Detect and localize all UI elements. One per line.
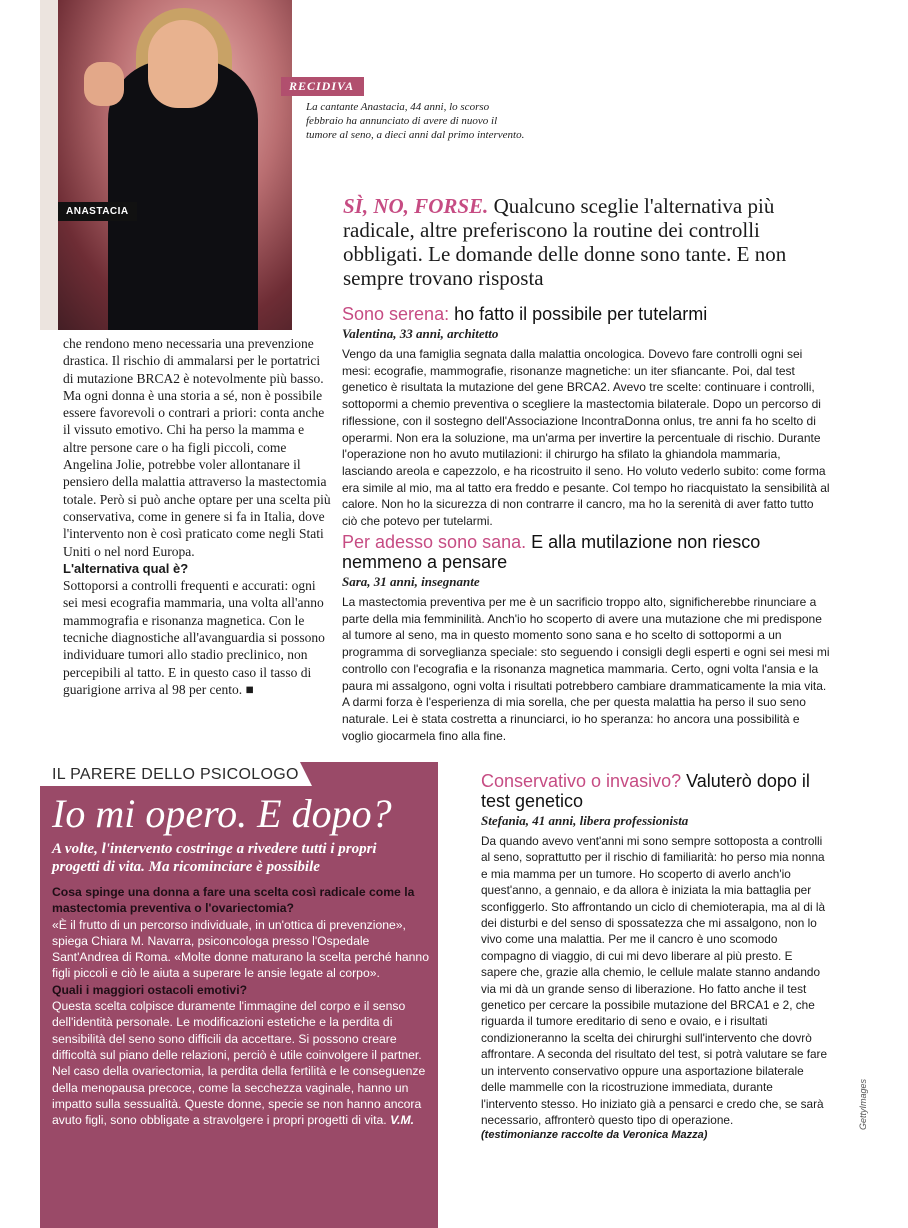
testimonial-title-highlight: Per adesso sono sana. — [342, 532, 527, 552]
recidiva-tag: RECIDIVA — [281, 77, 364, 96]
psychologist-label: IL PARERE DELLO PSICOLOGO — [52, 766, 299, 783]
testimonial-title — [342, 304, 830, 324]
testimonial-title-highlight: Sono serena: — [342, 304, 450, 324]
testimonial-title-rest: E alla mutilazione non riesco nemmeno a pensare — [342, 532, 761, 572]
psychologist-signature: V.M. — [390, 1113, 414, 1128]
psychologist-question-1: Cosa spinge una donna a fare una scelta così radicale come la mastectomia preventiva o l'ovariectomia? — [52, 885, 415, 916]
psychologist-title: Io mi opero. E dopo? — [52, 791, 392, 836]
intro-headline — [343, 194, 823, 290]
testimonial-byline: Valentina, 33 anni, architetto — [342, 326, 499, 341]
testimonial-sara — [342, 532, 830, 744]
testimonial-title — [342, 532, 830, 572]
testimonial-body: Da quando avevo vent'anni mi sono sempre sottoposta a controlli al seno, soprattutto per il rischio di familiarità: ho perso mia nonna e mia mamma per un tumore. Ho scoperto di averlo anch'io quest'anno, a gennaio, e da allora è iniziata la mia battaglia per sconfiggerlo. Sto affrontando un ciclo di chemioterapia, ma al di là dei disturbi e del senso di spossatezza che mi assalgono, non lo vivo come una malattia. Per me il cancro è uno scomodo compagno di viaggio, di cui mi devo liberare al più presto. E sapere che, grazie alla chemio, le cellule malate stanno andando via mi dà un grande senso di liberazione. Ho fatto anche il test genetico per cercare la possibile mutazione del BRCA1 e 2, che riguarda il tumore ereditario di seno e ovaio, e i risultati condizioneranno la scelta dei chirurghi sull'intervento che dovrò affrontare. A seconda del risultato del test, si potrà valutare se fare un intervento conservativo oppure una asportazione bilaterale delle mammelle con la ricostruzione immediata, durante l'intervento stesso. Ho iniziato già a pensarci e credo che, se sarà necessario, affronterò questo tipo di operazione. — [481, 834, 828, 1127]
anastacia-photo — [40, 0, 292, 330]
testimonial-byline: Sara, 31 anni, insegnante — [342, 574, 480, 589]
testimonial-byline: Stefania, 41 anni, libera professionista — [481, 813, 689, 828]
left-paragraph-2: Sottoporsi a controlli frequenti e accurati: ogni sei mesi ecografia mammaria, una volta all'anno mammografia e risonanza magnetica. Con le tecniche diagnostiche all'avanguardia si possono individuare tumori allo stadio preclinico, non percepibili al tatto. E in questo caso il tasso di guarigione arriva al 98 per cento. ■ — [63, 578, 325, 697]
psychologist-answer-2-text: Questa scelta colpisce duramente l'immagine del corpo e il senso dell'identità personale. Le modificazioni estetiche e la perdita di sensibilità del seno sono difficili da accettare. Si possono creare difficoltà sul piano delle relazioni, perciò è utile coinvolgere il partner. Nel caso della ovariectomia, la perdita della fertilità e le conseguenze della menopausa precoce, come la secchezza vaginale, hanno un impatto sulla sessualità. Queste donne, specie se non hanno ancora avuto figli, sono obbligate a stravolgere i propri progetti di vita. — [52, 999, 426, 1128]
psychologist-answer-1: «È il frutto di un percorso individuale, in un'ottica di prevenzione», spiega Chiara M. Navarra, psiconcologa presso l'Ospedale Sant'Andrea di Roma. «Molte donne maturano la scelta perché hanno figli piccoli e ciò le aiuta a superare le ansie legate al corpo». — [52, 917, 429, 981]
photo-credit: GettyImages — [858, 1078, 868, 1130]
psychologist-deck: A volte, l'intervento costringe a rivedere tutti i propri progetti di vita. Ma ricominciare è possibile — [52, 841, 377, 875]
psychologist-answer-2 — [52, 998, 430, 1128]
testimonial-body: Vengo da una famiglia segnata dalla malattia oncologica. Dovevo fare controlli ogni sei mesi: ecografie, mammografie, risonanze magnetiche: un iter sfiancante. Poi, dal test genetico è risultata la mutazione del gene BRCA2. Avevo tre scelte: continuare i controlli, sottopormi a chemio preventiva o scegliere la mastectomia bilaterale. Dopo un percorso di riflessione, con il sostegno dell'Associazione IncontraDonna onlus, tre anni fa ho scelto di operarmi. Non era la soluzione, ma un'arma per invertire la percentuale di rischio. Durante l'operazione non ho avuto mutilazioni: il chirurgo ha sfilato la ghiandola mammaria, lasciando areola e capezzolo, e ha ricostruito il seno. Ho voluto vederlo subito: come forma era simile al mio, ma al tatto era freddo e pesante. Col tempo ho riacquistato la sensibilità al calore. Non ho la sicurezza di non contrarre il cancro, ma ho la serenità di aver fatto tutto ciò che potevo per tutelarmi. — [342, 347, 830, 529]
left-subhead: L'alternativa qual è? — [63, 560, 189, 576]
testimonial-title-rest: Valuterò dopo il test genetico — [481, 771, 810, 811]
testimonial-valentina — [342, 304, 830, 530]
testimonial-title-highlight: Conservativo o invasivo? — [481, 771, 682, 791]
testimonial-credit: (testimonianze raccolte da Veronica Mazza) — [481, 1129, 708, 1142]
photo-name-tag: ANASTACIA — [58, 202, 137, 221]
intro-lead: SÌ, NO, FORSE. — [343, 194, 489, 218]
psychologist-body — [52, 884, 430, 1128]
left-column — [63, 335, 331, 698]
testimonial-title — [481, 771, 831, 811]
psychologist-box-notch — [300, 762, 438, 786]
testimonial-stefania — [481, 771, 831, 1143]
left-paragraph-1: che rendono meno necessaria una prevenzione drastica. Il rischio di ammalarsi per le portatrici di mutazione BRCA2 è notevolmente più basso. Ma ogni donna è una storia a sé, non è possibile essere favorevoli o contrari a priori: conta anche il vissuto emotivo. Chi ha perso la mamma e altre persone care o ha figli piccoli, come Angelina Jolie, potrebbe voler allontanare il pensiero della malattia attraverso la mastectomia totale. Però si può anche optare per una scelta più conservativa, come in genere si fa in Italia, dove l'intervento non è così praticato come negli Stati Uniti o nel nord Europa. — [63, 336, 331, 559]
testimonial-title-rest: ho fatto il possibile per tutelarmi — [449, 304, 708, 324]
intro-text: Qualcuno sceglie l'alternativa più radicale, altre preferiscono la routine dei controlli obbligati. Le domande delle donne sono tante. E non sempre trovano risposta — [343, 194, 787, 290]
recidiva-caption: La cantante Anastacia, 44 anni, lo scorso febbraio ha annunciato di avere di nuovo il tumore al seno, a dieci anni dal primo intervento. — [306, 101, 525, 141]
psychologist-question-2: Quali i maggiori ostacoli emotivi? — [52, 982, 248, 997]
testimonial-body: La mastectomia preventiva per me è un sacrificio troppo alto, significherebbe rinunciare a parte della mia femminilità. Anch'io ho scoperto di avere una mutazione che mi predispone al tumore al seno, ma in questo momento sono sana e ho scelto di sottopormi a un programma di sorveglianza speciale: sto seguendo i consigli degli esperti e ogni sei mesi mi controllo con l'ecografia e la risonanza magnetica mammaria. Certo, ogni volta l'ansia e la paura mi assalgono, ogni volta i risultati potrebbero cambiare drammaticamente la mia vita. A darmi forza è l'esperienza di mia sorella, che per questa malattia ha perso il suo seno naturale. Lei è stata costretta a rinunciarci, io ho speranza: ho ancora una possibilità e voglio giocarmela fino alla fine. — [342, 595, 830, 743]
